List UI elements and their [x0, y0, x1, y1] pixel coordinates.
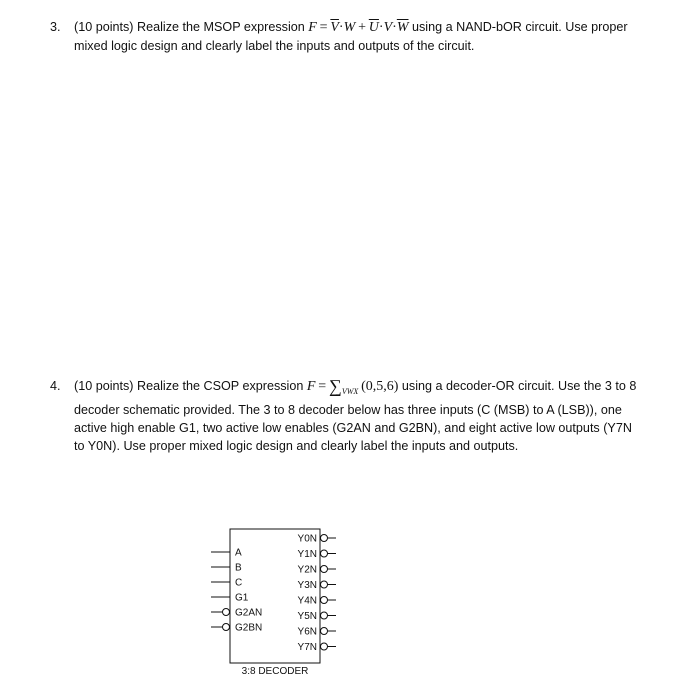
inversion-bubble — [321, 566, 328, 573]
decoder-output-pin — [298, 611, 336, 622]
decoder-output-label: Y2N — [297, 564, 317, 576]
decoder-schematic — [205, 525, 365, 685]
inversion-bubble — [321, 628, 328, 635]
inversion-bubble — [321, 612, 328, 619]
question-number: 4. — [50, 379, 61, 393]
decoder-output-pin — [298, 596, 336, 607]
question-body — [74, 18, 640, 55]
decoder-output-label: Y6N — [297, 626, 317, 638]
csop-expression: $F = \sum_{VWX}$ (0,5,6) — [306, 376, 399, 396]
decoder-input-label: B — [235, 562, 242, 574]
decoder-output-pin — [298, 580, 336, 591]
decoder-output-pin — [298, 642, 336, 653]
decoder-input-label: G2AN — [235, 607, 263, 619]
decoder-output-label: Y1N — [297, 549, 317, 560]
question-3 — [50, 18, 640, 55]
decoder-output-label: Y5N — [297, 611, 317, 622]
decoder-input-pin — [211, 578, 242, 589]
decoder-output-pin — [298, 534, 336, 545]
inversion-bubble — [321, 597, 328, 604]
decoder-input-label: C — [235, 577, 243, 589]
inversion-bubble — [321, 643, 328, 650]
decoder-input-pin — [211, 623, 262, 634]
decoder-diagram — [205, 525, 365, 685]
question-number: 3. — [50, 20, 61, 34]
decoder-input-label: G2BN — [235, 622, 263, 634]
decoder-output-label: Y0N — [297, 533, 317, 545]
inversion-bubble — [321, 550, 328, 557]
question-text: (10 points) Realize the CSOP expression — [74, 379, 304, 393]
decoder-output-pin — [298, 549, 336, 560]
decoder-output-pin — [298, 565, 336, 576]
question-text-continued: using a NAND-bOR circuit. Use proper mixed logic design and clearly label the inputs and outputs of the circuit. — [74, 20, 628, 53]
question-4 — [50, 377, 640, 455]
decoder-output-label: Y4N — [297, 595, 317, 607]
inversion-bubble — [321, 581, 328, 588]
decoder-input-pin — [211, 563, 242, 574]
inversion-bubble — [223, 624, 230, 631]
question-body — [74, 377, 640, 455]
decoder-input-pin — [211, 548, 242, 559]
decoder-output-label: Y7N — [297, 642, 317, 653]
decoder-output-label: Y3N — [297, 580, 317, 591]
inversion-bubble — [321, 535, 328, 542]
question-text-continued: using a decoder-OR circuit. Use the 3 to 8 decoder schematic provided. The 3 to 8 decoder below has three inputs (C (MSB) to A (LSB)), one active high enable G1, two active low enables (G2AN and G2BN), and eight active low outputs (Y7N to Y0N). Use proper mixed logic design and clearly label the inputs and outputs. — [74, 379, 637, 453]
decoder-input-label: A — [235, 547, 242, 559]
decoder-input-label: G1 — [235, 592, 249, 604]
decoder-title: 3:8 DECODER — [241, 666, 309, 677]
msop-expression: $F = \overline{V}\cdot W + \overline{U}\cdot V\cdot\overline{W}$ — [308, 20, 409, 35]
decoder-output-pin — [298, 627, 336, 638]
question-text: (10 points) Realize the MSOP expression — [74, 20, 305, 34]
decoder-input-pin — [211, 608, 262, 619]
inversion-bubble — [223, 609, 230, 616]
